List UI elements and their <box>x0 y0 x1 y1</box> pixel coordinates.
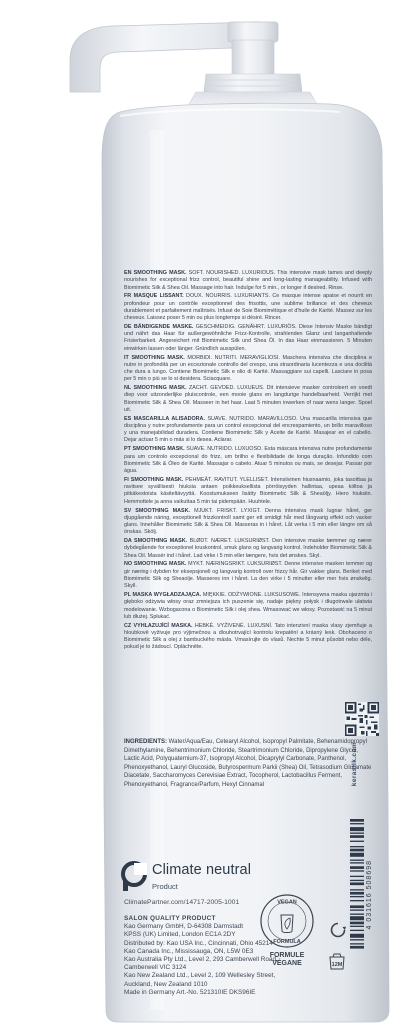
barcode-bar <box>350 833 364 834</box>
paragraph-lead: NL SMOOTHING MASK. <box>124 385 187 392</box>
address-line: Distributed by: Kao USA Inc., Cincinnati, Ohio 45214 <box>124 939 273 947</box>
paragraph-lead: CZ VYHLAZUJÍCÍ MASKA. <box>124 622 193 629</box>
vegan-caption <box>248 952 326 968</box>
climate-neutral-title: Climate neutral <box>152 862 252 878</box>
barcode-bar <box>350 909 364 910</box>
barcode-bar <box>350 841 364 842</box>
description-paragraph <box>124 270 372 292</box>
barcode-bar <box>350 827 364 831</box>
description-paragraph <box>124 623 372 652</box>
paragraph-text: MYKT. NÆRINGSRIKT. LUKSURIØST. Denne intensive masken temmer og gir næring i dybden for eksepsjonell og langvarig kontroll over frizzy hår. Gir vakker glans. Beriket med Biomimetic Silk og Sheaolje. Masseres inn i håret. La den virke i 5 minutter eller mer hvis ønskelig. Skyll. <box>124 561 372 590</box>
address-line: Camberwell VIC 3124 <box>124 964 187 972</box>
paragraph-text: GESCHMEIDIG. GENÄHRT. LUXURIÖS. Diese Intensiv Maske bändigt und nährt das Haar für außergewöhnliche Frizz-Kontrolle, strahlenden Glanz und langanhaltende Frisierbarkeit. Angereichert mit Biomimetic Silk und Shea Öl. In das Haar einmassieren. 5 Minuten einwirken lassen oder länger. Gründlich ausspülen. <box>124 323 372 352</box>
barcode-bar <box>350 939 364 940</box>
qr-code <box>345 702 379 736</box>
ingredients-title: INGREDIENTS: <box>124 739 168 745</box>
barcode-number: 4 031616 508698 <box>366 860 373 930</box>
description-paragraph <box>124 561 372 590</box>
paragraph-lead: FR MASQUE LISSANT. <box>124 293 184 300</box>
barcode-bar <box>350 900 364 901</box>
pao-label: 12M <box>331 962 343 968</box>
description-paragraph <box>124 508 372 537</box>
paragraph-text: MJUKT. FRISKT. LYXIGT. Denna intensiva mask lugnar håret, ger djupgående näring, exceptionell frizzkontroll samt ger ett smidigt hår med långvarig effekt och vacker glans. Innehåller Biomimetic Silk & Shea Oil. Masseras in i håret. Låt verka i 5 min eller längre om så önskas. Skölj. <box>124 507 372 536</box>
paragraph-text: HEBKÉ. VYŽIVENÉ. LUXUSNÍ. Tato intenzivní maska vlasy zjemňuje a hloubkově vyživuje pro výjimečnou a dlouhotrvající kontrolu krepatění a krásný lesk. Obohaceno o Biomimetic Silk a olej z bambuckého másla. Vmasírujte do vlasů. Nechte 5 minut působit nebo déle, pokud je to žádoucí. Opláchněte. <box>124 622 372 651</box>
barcode-bar <box>350 846 364 847</box>
barcode-bar <box>350 849 364 852</box>
barcode-bar <box>350 860 364 861</box>
paragraph-text: BLØDT. NÆRET. LUKSURIØST. Den intensive maske tæmmer og nærer dybdegående for exceptionel kruskontrol, smuk glans og langvarig kontrol. Indeholder Biomimetic Silk & Shea Oil. Massér ind i håret. Lad virke i 5 min eller længere, hvis det ønskes. Skyl. <box>124 538 372 559</box>
barcode-bar <box>350 943 364 944</box>
salon-quality-header: SALON QUALITY PRODUCT <box>124 915 216 922</box>
ingredients-text: Water/Aqua/Eau, Cetearyl Alcohol, Isopropyl Palmitate, Behenamidopropyl Dimethylamine, Behentrimonium Chloride, Steartrimonium Chloride, Dipropylene Glycol, Lactic Acid, Polyquaternium-37, Isopropyl Alcohol, Dicaprylyl Carbonate, Panthenol, Phenoxyethanol, Lauryl Glucoside, Butyrospermum Parkii (Shea) Oil, Tetrasodium Glutamate Diacetate, Saccharomyces Cerevisiae Extract, Tocopherol, Lactobacillus Ferment, Phenoxyethanol, Fragrance/Parfum, Hexyl Cinnamal <box>124 739 372 788</box>
vegan-caption-line: VÉGANE <box>272 960 302 967</box>
climate-partner-url: ClimatePartner.com/14717-2005-1001 <box>124 899 240 906</box>
barcode-bar <box>350 926 364 927</box>
description-paragraph <box>124 293 372 322</box>
barcode-bar <box>350 882 364 885</box>
paragraph-lead: SV SMOOTHING MASK. <box>124 507 190 514</box>
barcode-bar <box>350 914 364 915</box>
barcode-bar <box>350 853 364 857</box>
paragraph-text: SUAVE. NUTRIDO. MARAVILLOSO. Una mascarilla intensiva que disciplina y nutre profundamente para un control excepcional del encrespamiento, un brillo maravilloso y una manejabilidad duradera. Contiene Biomimetic Silk y Aceite de Karité. Masajear en el cabello. Dejar actuar 5 min o más si lo desea. Aclarar. <box>124 415 372 444</box>
paragraph-text: MORBIDI. NUTRITI. MERAVIGLIOSI. Maschera intensiva che disciplina e nutre in profondità per un eccezionale controllo del crespo, una straordinaria lucentezza e una docilità che dura a lungo. Contiene Biomimetic Silk e olio di Karité. Massaggiare sui capelli. Lasciare in posa per 5 min o più se lo si desidera. Sciacquare. <box>124 354 372 383</box>
description-paragraph <box>124 324 372 353</box>
description-paragraph <box>124 592 372 621</box>
description-paragraph <box>124 538 372 560</box>
paragraph-text: SOFT. NOURISHED. LUXURIOUS. This intensive mask tames and deeply nourishes for exceptional frizz control, beautiful shine and long-lasting manageability. Infused with Biomimetic Silk & Shea Oil. Massage into hair. Indulge for 5 min., or longer if desired. Rinse. <box>124 270 372 291</box>
description-paragraph <box>124 416 372 445</box>
pump-collar <box>204 74 302 92</box>
description-paragraph <box>124 477 372 506</box>
barcode-bar <box>350 922 364 925</box>
paragraph-lead: PT SMOOTHING MASK. <box>124 446 185 453</box>
barcode-bar <box>350 896 364 897</box>
barcode-bar <box>350 866 364 869</box>
paragraph-text: MIĘKKIE. ODŻYWIONE. LUKSUSOWE. Intensywna maska ujarzmia i głęboko odżywia włosy oraz zmniejsza ich puszenie się, nadaje piękny połysk i długotrwale ułatwia modelowanie. Wzbogacona o Biomimetic Silk i olej shea. Wmasować we włosy. Pozostawić na 5 minut lub dłużej. Spłukać. <box>124 592 372 620</box>
paragraph-lead: NO SMOOTHING MASK. <box>124 561 187 568</box>
description-paragraph <box>124 385 372 414</box>
paragraph-text: DOUX. NOURRIS. LUXURIANTS. Ce masque intense apaise et nourrit en profondeur pour un contrôle exceptionnel des frisottis, une sublime brillance et des cheveux durablement et parfaitement maîtrisés. Infusé de Soie Biomimétique et d'huile de Karité. Massez sur les cheveux. Laissez poser 5 min ou plus longtemps si désiré. Rincer. <box>124 293 372 322</box>
address-line: Made in Germany Art.-No. 521310IE DKS96IE <box>124 988 256 996</box>
vegan-badge-bottom: FORMULA <box>273 939 301 945</box>
recycle-icon <box>330 922 346 938</box>
address-line: Kao Canada Inc., Mississauga, ON, L5W 0E3 <box>124 947 254 955</box>
climate-neutral-icon <box>120 861 148 891</box>
paragraph-lead: DE BÄNDIGENDE MASKE. <box>124 323 194 330</box>
vegan-caption-line: FORMULE <box>269 952 305 959</box>
barcode-bar <box>350 880 364 881</box>
paragraph-lead: FI SMOOTHING MASK. <box>124 476 184 483</box>
paragraph-lead: EN SMOOTHING MASK. <box>124 270 187 276</box>
paragraph-text: SUAVE. NUTRIDO. LUXUOSO. Esta máscara intensiva nutre profundamente para um controlo excepcional do frizz, um brilho e flexibilidade de longa duração. Infundido com Biomimetic Silk & Óleo de Karité. Massajar o cabelo. Atuar 5 minutos ou mais, se desejar. Passar por água. <box>124 446 372 475</box>
paragraph-lead: ES MASCARILLA ALISADORA. <box>124 415 205 422</box>
paragraph-lead: IT SMOOTHING MASK. <box>124 354 185 361</box>
barcode-bar <box>350 905 364 908</box>
climate-neutral-subtitle: Product <box>152 882 178 891</box>
product-description-block <box>124 270 372 738</box>
ingredients-list <box>124 738 374 790</box>
barcode-bar <box>350 916 364 920</box>
brand-website: kerasilk.com <box>351 742 358 787</box>
address-line: KPSS (UK) Limited, London EC1A 2DY <box>124 931 236 939</box>
barcode-bar <box>350 876 364 877</box>
barcode-bar <box>350 930 364 931</box>
barcode-bar <box>350 823 364 824</box>
paragraph-text: PEHMEÄT. RAVITUT. YLELLISET. Intensiivinen hiusnaamio, joka tasoittaa ja ravitsee syvällisesti hiuksia antaen poikkeuksellista pörröisyyden hallintaa, upeaa kiiltoa ja pitkäkestoista käsiteltävyyttä. Koostumukseen lisätty Biomimetic Silk & Sheaöljy. Hiero hiuksiin. Hemmottele ja anna vaikuttaa 5 min tai pidempään. Huuhtele. <box>124 476 372 505</box>
barcode-bar <box>350 892 364 895</box>
period-after-opening-icon <box>328 952 346 970</box>
description-paragraph <box>124 446 372 475</box>
paragraph-lead: PL MASKA WYGŁADZAJĄCA. <box>124 592 202 599</box>
address-line: Kao New Zealand Ltd., Level 2, 109 Wellesley Street, <box>124 972 276 980</box>
barcode-bar <box>350 862 364 863</box>
barcode-bar <box>350 870 364 871</box>
vegan-formula-badge <box>259 893 315 949</box>
vegan-badge-top: VEGAN <box>277 899 297 906</box>
barcode-bar <box>350 934 364 938</box>
pump-stem <box>232 40 274 76</box>
paragraph-text: ZACHT. GEVOED. LUXUEUS. Dit intensieve masker controleert en voedt diep voor uitzonderlijke pluiscontrole, een mooie glans en langdurige handelbaarheid. Verrijkt met Biomimetic Silk & Shea Oil. Masseer in het haar. Laat 5 minuten inwerken of naar wens langer. Spoel uit. <box>124 385 372 413</box>
address-line: Kao Germany GmbH, D-64308 Darmstadt <box>124 923 243 931</box>
pump-head <box>228 22 278 42</box>
description-paragraph <box>124 355 372 384</box>
barcode-bar <box>350 835 364 838</box>
paragraph-lead: DA SMOOTHING MASK. <box>124 538 188 545</box>
barcode-bar <box>350 889 364 890</box>
barcode-bar <box>350 819 364 822</box>
address-line: Auckland, New Zealand 1010 <box>124 980 208 988</box>
barcode-bar <box>350 946 364 949</box>
address-line: Kao Australia Pty Ltd., Level 2, 293 Camberwell Road, <box>124 956 278 964</box>
